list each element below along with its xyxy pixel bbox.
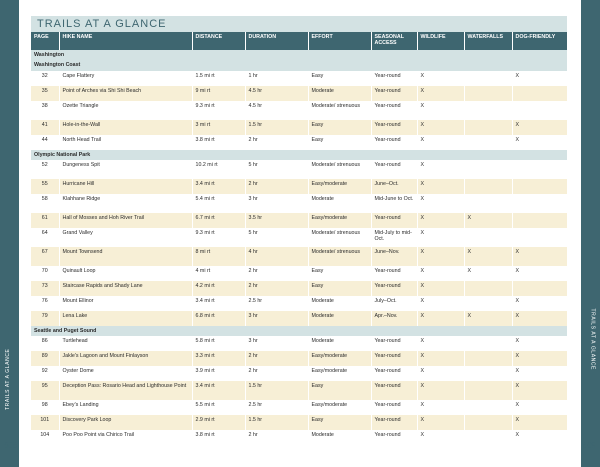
page-cell: 86 — [31, 336, 59, 351]
page-cell: 73 — [31, 281, 59, 296]
waterfalls-cell — [464, 135, 512, 150]
wildlife-cell: X — [417, 194, 464, 213]
column-header-wildlife: WILDLIFE — [417, 32, 464, 50]
hike-name-cell: Oyster Dome — [59, 366, 192, 381]
waterfalls-cell — [464, 120, 512, 135]
section-row — [31, 326, 567, 336]
table-row — [31, 228, 567, 247]
right-side-band — [581, 0, 600, 467]
section-label: Seattle and Puget Sound — [31, 326, 567, 336]
effort-cell: Moderate — [308, 430, 371, 445]
column-header-waterfalls: WATERFALLS — [464, 32, 512, 50]
page-cell: 64 — [31, 228, 59, 247]
wildlife-cell: X — [417, 296, 464, 311]
right-running-head: TRAILS AT A GLANCE — [589, 308, 595, 370]
effort-cell: Easy — [308, 415, 371, 430]
waterfalls-cell — [464, 366, 512, 381]
table-row — [31, 281, 567, 296]
dog-friendly-cell — [512, 86, 567, 101]
season-cell: Year-round — [371, 160, 417, 179]
page-cell: 52 — [31, 160, 59, 179]
column-header-duration: DURATION — [245, 32, 308, 50]
distance-cell: 4 mi rt — [192, 266, 245, 281]
table-row — [31, 135, 567, 150]
waterfalls-cell: X — [464, 247, 512, 266]
season-cell: July–Oct. — [371, 296, 417, 311]
waterfalls-cell — [464, 381, 512, 400]
effort-cell: Easy — [308, 71, 371, 86]
distance-cell: 3.3 mi rt — [192, 351, 245, 366]
hike-name-cell: Cape Flattery — [59, 71, 192, 86]
duration-cell: 2 hr — [245, 366, 308, 381]
hike-name-cell: Grand Valley — [59, 228, 192, 247]
hike-name-cell: Quinault Loop — [59, 266, 192, 281]
page-cell: 41 — [31, 120, 59, 135]
waterfalls-cell — [464, 101, 512, 120]
effort-cell: Easy/moderate — [308, 351, 371, 366]
distance-cell: 3.4 mi rt — [192, 296, 245, 311]
effort-cell: Easy — [308, 381, 371, 400]
table-row — [31, 381, 567, 400]
duration-cell: 3 hr — [245, 194, 308, 213]
table-row — [31, 194, 567, 213]
season-cell: Mid-July to mid-Oct. — [371, 228, 417, 247]
season-cell: Year-round — [371, 266, 417, 281]
distance-cell: 5.8 mi rt — [192, 336, 245, 351]
wildlife-cell: X — [417, 381, 464, 400]
season-cell: June–Nov. — [371, 247, 417, 266]
distance-cell: 6.7 mi rt — [192, 213, 245, 228]
section-row — [31, 50, 567, 60]
wildlife-cell: X — [417, 247, 464, 266]
season-cell: Year-round — [371, 71, 417, 86]
dog-friendly-cell — [512, 179, 567, 194]
distance-cell: 9.3 mi rt — [192, 228, 245, 247]
distance-cell: 1.5 mi rt — [192, 71, 245, 86]
distance-cell: 9 mi rt — [192, 86, 245, 101]
trails-table — [31, 32, 568, 445]
season-cell: Year-round — [371, 120, 417, 135]
hike-name-cell: Klahhane Ridge — [59, 194, 192, 213]
distance-cell: 5.4 mi rt — [192, 194, 245, 213]
hike-name-cell: Point of Arches via Shi Shi Beach — [59, 86, 192, 101]
duration-cell: 4.5 hr — [245, 86, 308, 101]
column-header-hike-name: HIKE NAME — [59, 32, 192, 50]
effort-cell: Easy/moderate — [308, 179, 371, 194]
dog-friendly-cell: X — [512, 311, 567, 326]
column-header-page: PAGE — [31, 32, 59, 50]
duration-cell: 2 hr — [245, 351, 308, 366]
distance-cell: 8 mi rt — [192, 247, 245, 266]
page-cell: 44 — [31, 135, 59, 150]
table-row — [31, 120, 567, 135]
distance-cell: 3.4 mi rt — [192, 179, 245, 194]
waterfalls-cell — [464, 228, 512, 247]
page-cell: 35 — [31, 86, 59, 101]
dog-friendly-cell: X — [512, 247, 567, 266]
page-cell: 61 — [31, 213, 59, 228]
effort-cell: Moderate/ strenuous — [308, 101, 371, 120]
wildlife-cell: X — [417, 86, 464, 101]
dog-friendly-cell: X — [512, 71, 567, 86]
table-row — [31, 160, 567, 179]
dog-friendly-cell: X — [512, 400, 567, 415]
wildlife-cell: X — [417, 160, 464, 179]
season-cell: Year-round — [371, 400, 417, 415]
hike-name-cell: Mount Ellinor — [59, 296, 192, 311]
effort-cell: Moderate/ strenuous — [308, 160, 371, 179]
distance-cell: 10.2 mi rt — [192, 160, 245, 179]
hike-name-cell: Hole-in-the-Wall — [59, 120, 192, 135]
waterfalls-cell — [464, 194, 512, 213]
duration-cell: 1.5 hr — [245, 381, 308, 400]
season-cell: June–Oct. — [371, 179, 417, 194]
page-cell: 95 — [31, 381, 59, 400]
hike-name-cell: North Head Trail — [59, 135, 192, 150]
dog-friendly-cell: X — [512, 120, 567, 135]
hike-name-cell: Hall of Mosses and Hoh River Trail — [59, 213, 192, 228]
wildlife-cell: X — [417, 135, 464, 150]
right-page-number: 609 — [582, 441, 596, 450]
left-page-number: 608 — [4, 441, 18, 450]
waterfalls-cell: X — [464, 266, 512, 281]
wildlife-cell: X — [417, 213, 464, 228]
dog-friendly-cell: X — [512, 381, 567, 400]
duration-cell: 3 hr — [245, 311, 308, 326]
waterfalls-cell — [464, 415, 512, 430]
effort-cell: Easy — [308, 281, 371, 296]
section-row — [31, 60, 567, 70]
left-running-head: TRAILS AT A GLANCE — [5, 348, 11, 410]
waterfalls-cell — [464, 430, 512, 445]
effort-cell: Easy/moderate — [308, 213, 371, 228]
waterfalls-cell — [464, 160, 512, 179]
distance-cell: 5.5 mi rt — [192, 400, 245, 415]
page-cell: 104 — [31, 430, 59, 445]
duration-cell: 2 hr — [245, 135, 308, 150]
wildlife-cell: X — [417, 266, 464, 281]
dog-friendly-cell: X — [512, 135, 567, 150]
duration-cell: 2 hr — [245, 179, 308, 194]
distance-cell: 4.2 mi rt — [192, 281, 245, 296]
season-cell: Year-round — [371, 415, 417, 430]
page-cell: 55 — [31, 179, 59, 194]
dog-friendly-cell — [512, 160, 567, 179]
column-header-effort: EFFORT — [308, 32, 371, 50]
dog-friendly-cell — [512, 228, 567, 247]
waterfalls-cell: X — [464, 311, 512, 326]
distance-cell: 3.8 mi rt — [192, 430, 245, 445]
column-header-seasonal-access: SEASONAL ACCESS — [371, 32, 417, 50]
season-cell: Apr.–Nov. — [371, 311, 417, 326]
effort-cell: Easy — [308, 120, 371, 135]
hike-name-cell: Dungeness Spit — [59, 160, 192, 179]
duration-cell: 3.5 hr — [245, 213, 308, 228]
hike-name-cell: Turtlehead — [59, 336, 192, 351]
page-cell: 38 — [31, 101, 59, 120]
season-cell: Year-round — [371, 281, 417, 296]
distance-cell: 6.8 mi rt — [192, 311, 245, 326]
dog-friendly-cell: X — [512, 366, 567, 381]
effort-cell: Moderate — [308, 311, 371, 326]
season-cell: Year-round — [371, 366, 417, 381]
table-body — [31, 50, 567, 445]
table-row — [31, 266, 567, 281]
wildlife-cell: X — [417, 281, 464, 296]
distance-cell: 3.4 mi rt — [192, 381, 245, 400]
wildlife-cell: X — [417, 336, 464, 351]
wildlife-cell: X — [417, 71, 464, 86]
table-row — [31, 430, 567, 445]
dog-friendly-cell: X — [512, 351, 567, 366]
effort-cell: Easy — [308, 135, 371, 150]
effort-cell: Easy/moderate — [308, 400, 371, 415]
dog-friendly-cell: X — [512, 415, 567, 430]
table-header-row — [31, 32, 567, 50]
duration-cell: 5 hr — [245, 160, 308, 179]
table-row — [31, 336, 567, 351]
dog-friendly-cell: X — [512, 430, 567, 445]
table-row — [31, 296, 567, 311]
duration-cell: 5 hr — [245, 228, 308, 247]
distance-cell: 3.8 mi rt — [192, 135, 245, 150]
table-row — [31, 213, 567, 228]
dog-friendly-cell — [512, 281, 567, 296]
wildlife-cell: X — [417, 415, 464, 430]
season-cell: Year-round — [371, 430, 417, 445]
hike-name-cell: Discovery Park Loop — [59, 415, 192, 430]
page-cell: 70 — [31, 266, 59, 281]
wildlife-cell: X — [417, 366, 464, 381]
waterfalls-cell — [464, 179, 512, 194]
page-cell: 67 — [31, 247, 59, 266]
table-row — [31, 311, 567, 326]
table-row — [31, 71, 567, 86]
page-cell: 76 — [31, 296, 59, 311]
page-cell: 32 — [31, 71, 59, 86]
wildlife-cell: X — [417, 228, 464, 247]
effort-cell: Moderate/ strenuous — [308, 228, 371, 247]
dog-friendly-cell: X — [512, 336, 567, 351]
season-cell: Mid-June to Oct. — [371, 194, 417, 213]
section-label: Washington — [31, 50, 567, 60]
duration-cell: 4.5 hr — [245, 101, 308, 120]
waterfalls-cell — [464, 336, 512, 351]
hike-name-cell: Jakle's Lagoon and Mount Finlayson — [59, 351, 192, 366]
distance-cell: 3.9 mi rt — [192, 366, 245, 381]
wildlife-cell: X — [417, 311, 464, 326]
table-row — [31, 179, 567, 194]
table-row — [31, 400, 567, 415]
duration-cell: 2 hr — [245, 266, 308, 281]
waterfalls-cell — [464, 281, 512, 296]
season-cell: Year-round — [371, 336, 417, 351]
wildlife-cell: X — [417, 430, 464, 445]
duration-cell: 2.5 hr — [245, 400, 308, 415]
distance-cell: 2.9 mi rt — [192, 415, 245, 430]
page-cell: 89 — [31, 351, 59, 366]
duration-cell: 4 hr — [245, 247, 308, 266]
hike-name-cell: Lena Lake — [59, 311, 192, 326]
column-header-distance: DISTANCE — [192, 32, 245, 50]
duration-cell: 2 hr — [245, 281, 308, 296]
dog-friendly-cell — [512, 101, 567, 120]
waterfalls-cell — [464, 86, 512, 101]
effort-cell: Moderate — [308, 296, 371, 311]
table-row — [31, 366, 567, 381]
duration-cell: 2 hr — [245, 430, 308, 445]
wildlife-cell: X — [417, 400, 464, 415]
page-cell: 101 — [31, 415, 59, 430]
dog-friendly-cell: X — [512, 296, 567, 311]
duration-cell: 1 hr — [245, 71, 308, 86]
hike-name-cell: Poo Poo Point via Chirico Trail — [59, 430, 192, 445]
season-cell: Year-round — [371, 135, 417, 150]
column-header-dog-friendly: DOG-FRIENDLY — [512, 32, 567, 50]
effort-cell: Moderate/ strenuous — [308, 247, 371, 266]
season-cell: Year-round — [371, 101, 417, 120]
hike-name-cell: Hurricane Hill — [59, 179, 192, 194]
wildlife-cell: X — [417, 351, 464, 366]
hike-name-cell: Ozette Triangle — [59, 101, 192, 120]
effort-cell: Easy/moderate — [308, 366, 371, 381]
duration-cell: 3 hr — [245, 336, 308, 351]
table-row — [31, 101, 567, 120]
table-row — [31, 86, 567, 101]
table-row — [31, 351, 567, 366]
hike-name-cell: Staircase Rapids and Shady Lane — [59, 281, 192, 296]
duration-cell: 1.5 hr — [245, 120, 308, 135]
distance-cell: 3 mi rt — [192, 120, 245, 135]
season-cell: Year-round — [371, 351, 417, 366]
wildlife-cell: X — [417, 120, 464, 135]
duration-cell: 2.5 hr — [245, 296, 308, 311]
hike-name-cell: Ebey's Landing — [59, 400, 192, 415]
waterfalls-cell — [464, 71, 512, 86]
wildlife-cell: X — [417, 179, 464, 194]
season-cell: Year-round — [371, 213, 417, 228]
dog-friendly-cell: X — [512, 266, 567, 281]
page-cell: 98 — [31, 400, 59, 415]
hike-name-cell: Deception Pass: Rosario Head and Lighthouse Point — [59, 381, 192, 400]
section-label: Olympic National Park — [31, 150, 567, 160]
table-row — [31, 415, 567, 430]
effort-cell: Moderate — [308, 86, 371, 101]
hike-name-cell: Mount Townsend — [59, 247, 192, 266]
effort-cell: Moderate — [308, 336, 371, 351]
table-row — [31, 247, 567, 266]
dog-friendly-cell — [512, 213, 567, 228]
waterfalls-cell: X — [464, 213, 512, 228]
section-label: Washington Coast — [31, 60, 567, 70]
dog-friendly-cell — [512, 194, 567, 213]
page-cell: 92 — [31, 366, 59, 381]
waterfalls-cell — [464, 400, 512, 415]
season-cell: Year-round — [371, 86, 417, 101]
waterfalls-cell — [464, 296, 512, 311]
page-cell: 58 — [31, 194, 59, 213]
page-title: TRAILS AT A GLANCE — [31, 16, 567, 32]
season-cell: Year-round — [371, 381, 417, 400]
duration-cell: 1.5 hr — [245, 415, 308, 430]
distance-cell: 9.3 mi rt — [192, 101, 245, 120]
page-cell: 79 — [31, 311, 59, 326]
waterfalls-cell — [464, 351, 512, 366]
section-row — [31, 150, 567, 160]
wildlife-cell: X — [417, 101, 464, 120]
effort-cell: Easy — [308, 266, 371, 281]
effort-cell: Moderate — [308, 194, 371, 213]
